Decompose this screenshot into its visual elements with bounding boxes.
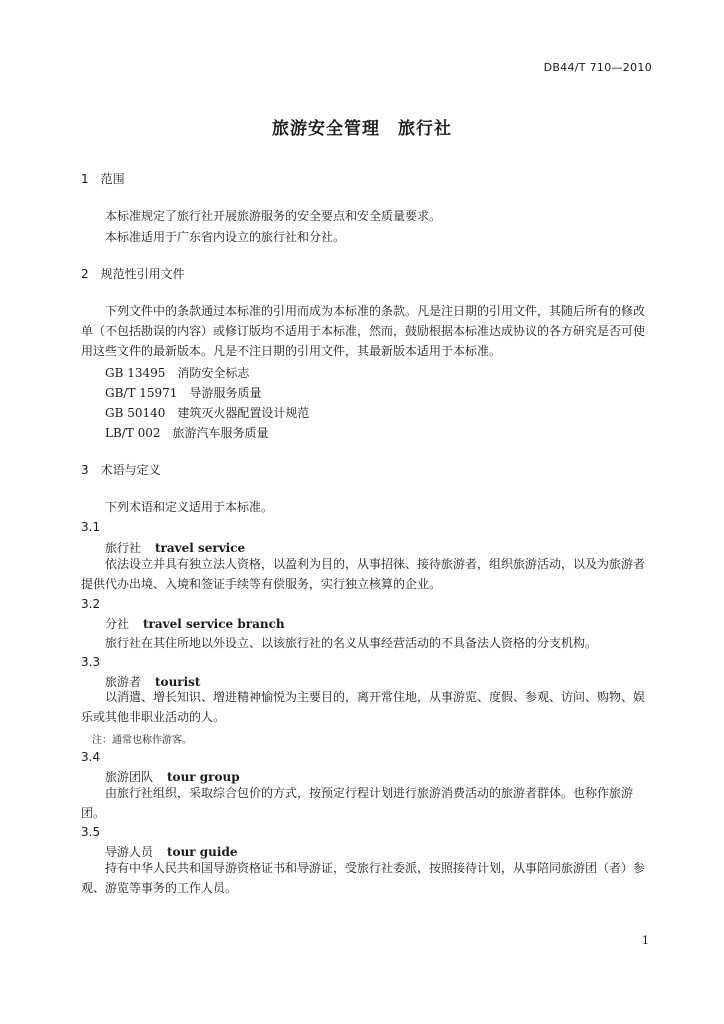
term-en: travel service <box>155 541 246 555</box>
section-3-heading: 3 术语与定义 <box>81 463 161 477</box>
standard-code: DB44/T 710—2010 <box>543 61 652 74</box>
term-number: 3.3 <box>81 655 101 669</box>
section-3-intro: 下列术语和定义适用于本标准。 <box>105 500 274 514</box>
section-1-para-1: 本标准规定了旅行社开展旅游服务的安全要点和安全质量要求。 <box>105 209 442 223</box>
term-number: 3.1 <box>81 520 101 534</box>
term-zh: 旅行社 <box>105 541 142 555</box>
term-zh: 旅游团队 <box>105 770 154 784</box>
term-definition: 依法设立并具有独立法人资格，以盈利为目的，从事招徕、接待旅游者，组织旅游活动，以及为旅游者提供代办出境、入境和签证手续等有偿服务，实行独立核算的企业。 <box>81 557 646 591</box>
term-number: 3.4 <box>81 750 101 764</box>
term-note: 注：通常也称作游客。 <box>92 735 192 746</box>
reference-item: GB 13495 消防安全标志 <box>105 366 250 380</box>
term-en: tour group <box>167 770 240 784</box>
reference-item: GB/T 15971 导游服务质量 <box>105 386 262 400</box>
reference-item: LB/T 002 旅游汽车服务质量 <box>105 426 269 440</box>
term-en: tour guide <box>167 845 238 859</box>
term-definition: 持有中华人民共和国导游资格证书和导游证，受旅行社委派，按照接待计划，从事陪同旅游团（者）参观、游览等事务的工作人员。 <box>81 861 646 895</box>
page-number: 1 <box>642 934 649 947</box>
document-title: 旅游安全管理 旅行社 <box>272 119 452 139</box>
term-heading <box>105 615 285 632</box>
term-zh: 旅游者 <box>105 675 142 689</box>
term-en: tourist <box>155 675 201 689</box>
reference-item: GB 50140 建筑灭火器配置设计规范 <box>105 406 310 420</box>
term-en: travel service branch <box>143 617 285 631</box>
term-definition: 旅行社在其住所地以外设立、以该旅行社的名义从事经营活动的不具备法人资格的分支机构。 <box>105 636 598 650</box>
term-zh: 分社 <box>105 617 130 631</box>
term-definition: 由旅行社组织，采取综合包价的方式，按预定行程计划进行旅游消费活动的旅游者群体。也称作旅游团。 <box>81 786 634 820</box>
section-1-heading: 1 范围 <box>81 172 125 186</box>
section-1-para-2: 本标准适用于广东省内设立的旅行社和分社。 <box>105 230 346 244</box>
section-2-heading: 2 规范性引用文件 <box>81 267 185 281</box>
term-zh: 导游人员 <box>105 845 154 859</box>
term-number: 3.2 <box>81 597 101 611</box>
section-2-paragraph: 下列文件中的条款通过本标准的引用而成为本标准的条款。凡是注日期的引用文件，其随后所有的修改单（不包括勘误的内容）或修订版均不适用于本标准，然而，鼓励根据本标准达成协议的各方研究是否可使用这些文件的最新版本。凡是不注日期的引用文件，其最新版本适用于本标准。 <box>81 304 646 358</box>
term-number: 3.5 <box>81 825 101 839</box>
term-definition: 以消遣、增长知识、增进精神愉悦为主要目的，离开常住地，从事游览、度假、参观、访问、购物、娱乐或其他非职业活动的人。 <box>81 690 646 724</box>
